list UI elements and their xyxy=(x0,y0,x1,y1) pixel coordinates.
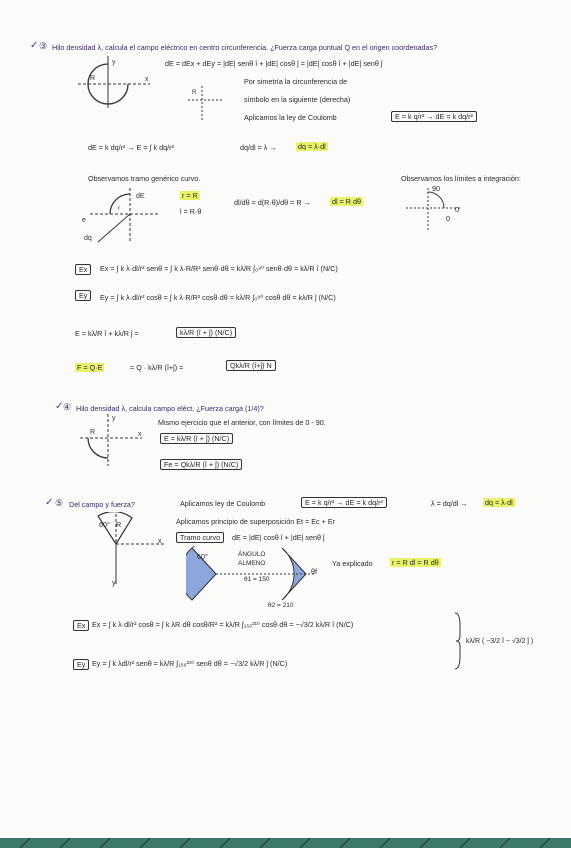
dq-highlight-5: dq = λ·dl xyxy=(485,498,513,507)
limit-0-bottom: 0 xyxy=(446,214,450,223)
integral-step-3: dE = k dq/r² → E = ∫ k dq/r² xyxy=(88,143,174,152)
tramo-curvo-label: Tramo curvo xyxy=(176,532,224,543)
angle-60-inner: 60° xyxy=(197,552,208,561)
ey-integral-3: Ey = ∫ k λ·dl/r² cosθ = ∫ k λ·R/R² cosθ·dθ = kλ/R ∫₀⁹⁰ cosθ dθ = kλ/R ĵ (N/C) xyxy=(100,293,336,302)
ex-label-3: Ex xyxy=(75,264,91,275)
quarter-circle-figure-4 xyxy=(76,412,146,470)
ey-label-5: Ey xyxy=(73,659,89,670)
coulomb-box-5: E = k q/r² → dE = k dq/r² xyxy=(301,497,387,508)
symmetry-figure xyxy=(184,84,224,122)
superposition-note: Aplicamos principio de superposición Et = Ec + Er xyxy=(176,517,336,526)
e-box-4: E = kλ/R (î + ĵ) (N/C) xyxy=(160,433,233,444)
svg-text:x: x xyxy=(145,76,149,83)
note-same-exercise: Mismo ejercicio que el anterior, con límites de 0 - 90. xyxy=(158,418,326,427)
equation-de-components: dE = dEx + dEy = |dE| senθ î + |dE| cosθ ĵ = |dE| cosθ î + |dE| senθ ĵ xyxy=(165,59,383,68)
svg-text:y: y xyxy=(112,415,116,422)
note-symmetry-2: símbolo en la siguiente (derecha) xyxy=(244,95,351,104)
force-box-3: Qkλ/R (î+ĵ) N xyxy=(226,360,276,371)
x-axis-label-5: x xyxy=(158,536,162,545)
svg-text:R: R xyxy=(90,75,96,82)
problem-statement-5: Del campo y fuerza? xyxy=(69,500,135,509)
r-equals-R-highlight: r = R xyxy=(182,191,198,200)
region-label-1: ÁNGULO xyxy=(238,551,266,558)
svg-text:dq: dq xyxy=(84,235,92,242)
arc-element-figure xyxy=(80,186,160,244)
problem-statement-4: Hilo densidad λ, calcula campo eléct. ¿Fuerza carga (1/4)? xyxy=(76,404,264,413)
svg-text:e: e xyxy=(82,217,86,224)
force-eq-3: = Q · kλ/R (î+ĵ) = xyxy=(130,363,184,372)
radius-label-5: R xyxy=(116,520,122,529)
coulomb-note-5: Aplicamos ley de Coulomb xyxy=(180,499,266,508)
region-label-2: ALMENO xyxy=(238,560,266,567)
note-symmetry-1: Por simetría la circunferencia de xyxy=(244,77,348,86)
dq-derivative-3: dq/dl = λ → xyxy=(240,143,277,152)
check-mark-5: ✓ xyxy=(45,497,54,508)
problem-number-4: ④ xyxy=(63,402,72,412)
r-dl-highlight-5: r = R dl = R dθ xyxy=(392,558,439,567)
check-mark-4: ✓ xyxy=(55,401,64,412)
angle-60-label: 60° xyxy=(99,520,110,529)
svg-text:y: y xyxy=(112,59,116,66)
dq-highlight-3: dq = λ·dl xyxy=(298,142,326,151)
observation-curve: Observamos tramo genérico curvo. xyxy=(88,174,201,183)
result-brace xyxy=(454,612,462,670)
ey-label-3: Ey xyxy=(75,290,91,301)
svg-text:R: R xyxy=(192,90,197,96)
check-mark-3: ✓ xyxy=(30,40,39,51)
problem-number-3: ③ xyxy=(39,41,48,51)
y-axis-label-5: y xyxy=(112,578,116,587)
e-total-sum: E = kλ/R î + kλ/R ĵ = xyxy=(75,329,139,338)
theta2-label: θ2 = 210 xyxy=(268,602,294,609)
force-box-4: Fe = Qkλ/R (î + ĵ) (N/C) xyxy=(160,459,242,470)
arc-length-eq: l = R·θ xyxy=(180,207,202,216)
coulomb-note-3: Aplicamos la ley de Coulomb xyxy=(244,113,337,122)
observation-limits: Observamos los límites a integración: xyxy=(401,174,521,183)
svg-text:R: R xyxy=(90,429,96,436)
dl-derivative: dl/dθ = d(R·θ)/dθ = R → xyxy=(234,198,311,207)
ex-integral-5: Ex = ∫ k λ·dl/r² cosθ = ∫ k λR·dθ cosθ/R² = kλ/R ∫₁₅₀²¹⁰ cosθ·dθ = −√3/2 kλ/R î (N/C) xyxy=(92,620,354,629)
ey-integral-5: Ey = ∫ k λdl/r² senθ = kλ/R ∫₁₅₀²¹⁰ senθ dθ = −√3/2 kλ/R ĵ (N/C) xyxy=(92,659,288,668)
theta1-label: θ1 = 150 xyxy=(244,576,270,583)
result-expression: kλ/R ( −3/2 î − √3/2 ĵ ) xyxy=(466,638,534,645)
svg-text:r: r xyxy=(118,206,120,212)
limit-90: 90 xyxy=(432,184,440,193)
already-explained: Ya explicado xyxy=(332,559,373,568)
de-components-5: dE = |dE| cosθ î + |dE| senθ ĵ xyxy=(232,533,325,542)
ex-label-5: Ex xyxy=(73,620,89,631)
bottom-decorative-strip xyxy=(0,838,571,848)
svg-text:x: x xyxy=(138,431,142,438)
theta-f-label: θf xyxy=(311,567,317,576)
quarter-circle-figure-3 xyxy=(72,56,152,114)
ex-integral-3: Ex = ∫ k λ·dl/r² senθ = ∫ k λ·R/R² senθ·dθ = kλ/R ∫₀⁹⁰ senθ·dθ = kλ/R î (N/C) xyxy=(100,264,338,273)
coulomb-box-3: E = k q/r² → dE = k dq/r² xyxy=(391,111,477,122)
e-total-box: kλ/R (î + ĵ) (N/C) xyxy=(176,327,236,338)
svg-text:dE: dE xyxy=(136,193,145,200)
problem-statement-3: Hilo densidad λ, calcula el campo eléctrico en centro circunferencia. ¿Fuerza carga puntual Q en el origen coordenadas? xyxy=(52,43,438,52)
lambda-eq-5: λ = dq/dl → xyxy=(431,499,468,508)
limit-0-right: 0 xyxy=(455,205,459,214)
dl-highlight: dl = R dθ xyxy=(332,197,361,206)
force-highlight-3: F = Q·E xyxy=(77,363,103,372)
problem-number-5: ⑤ xyxy=(55,498,64,508)
